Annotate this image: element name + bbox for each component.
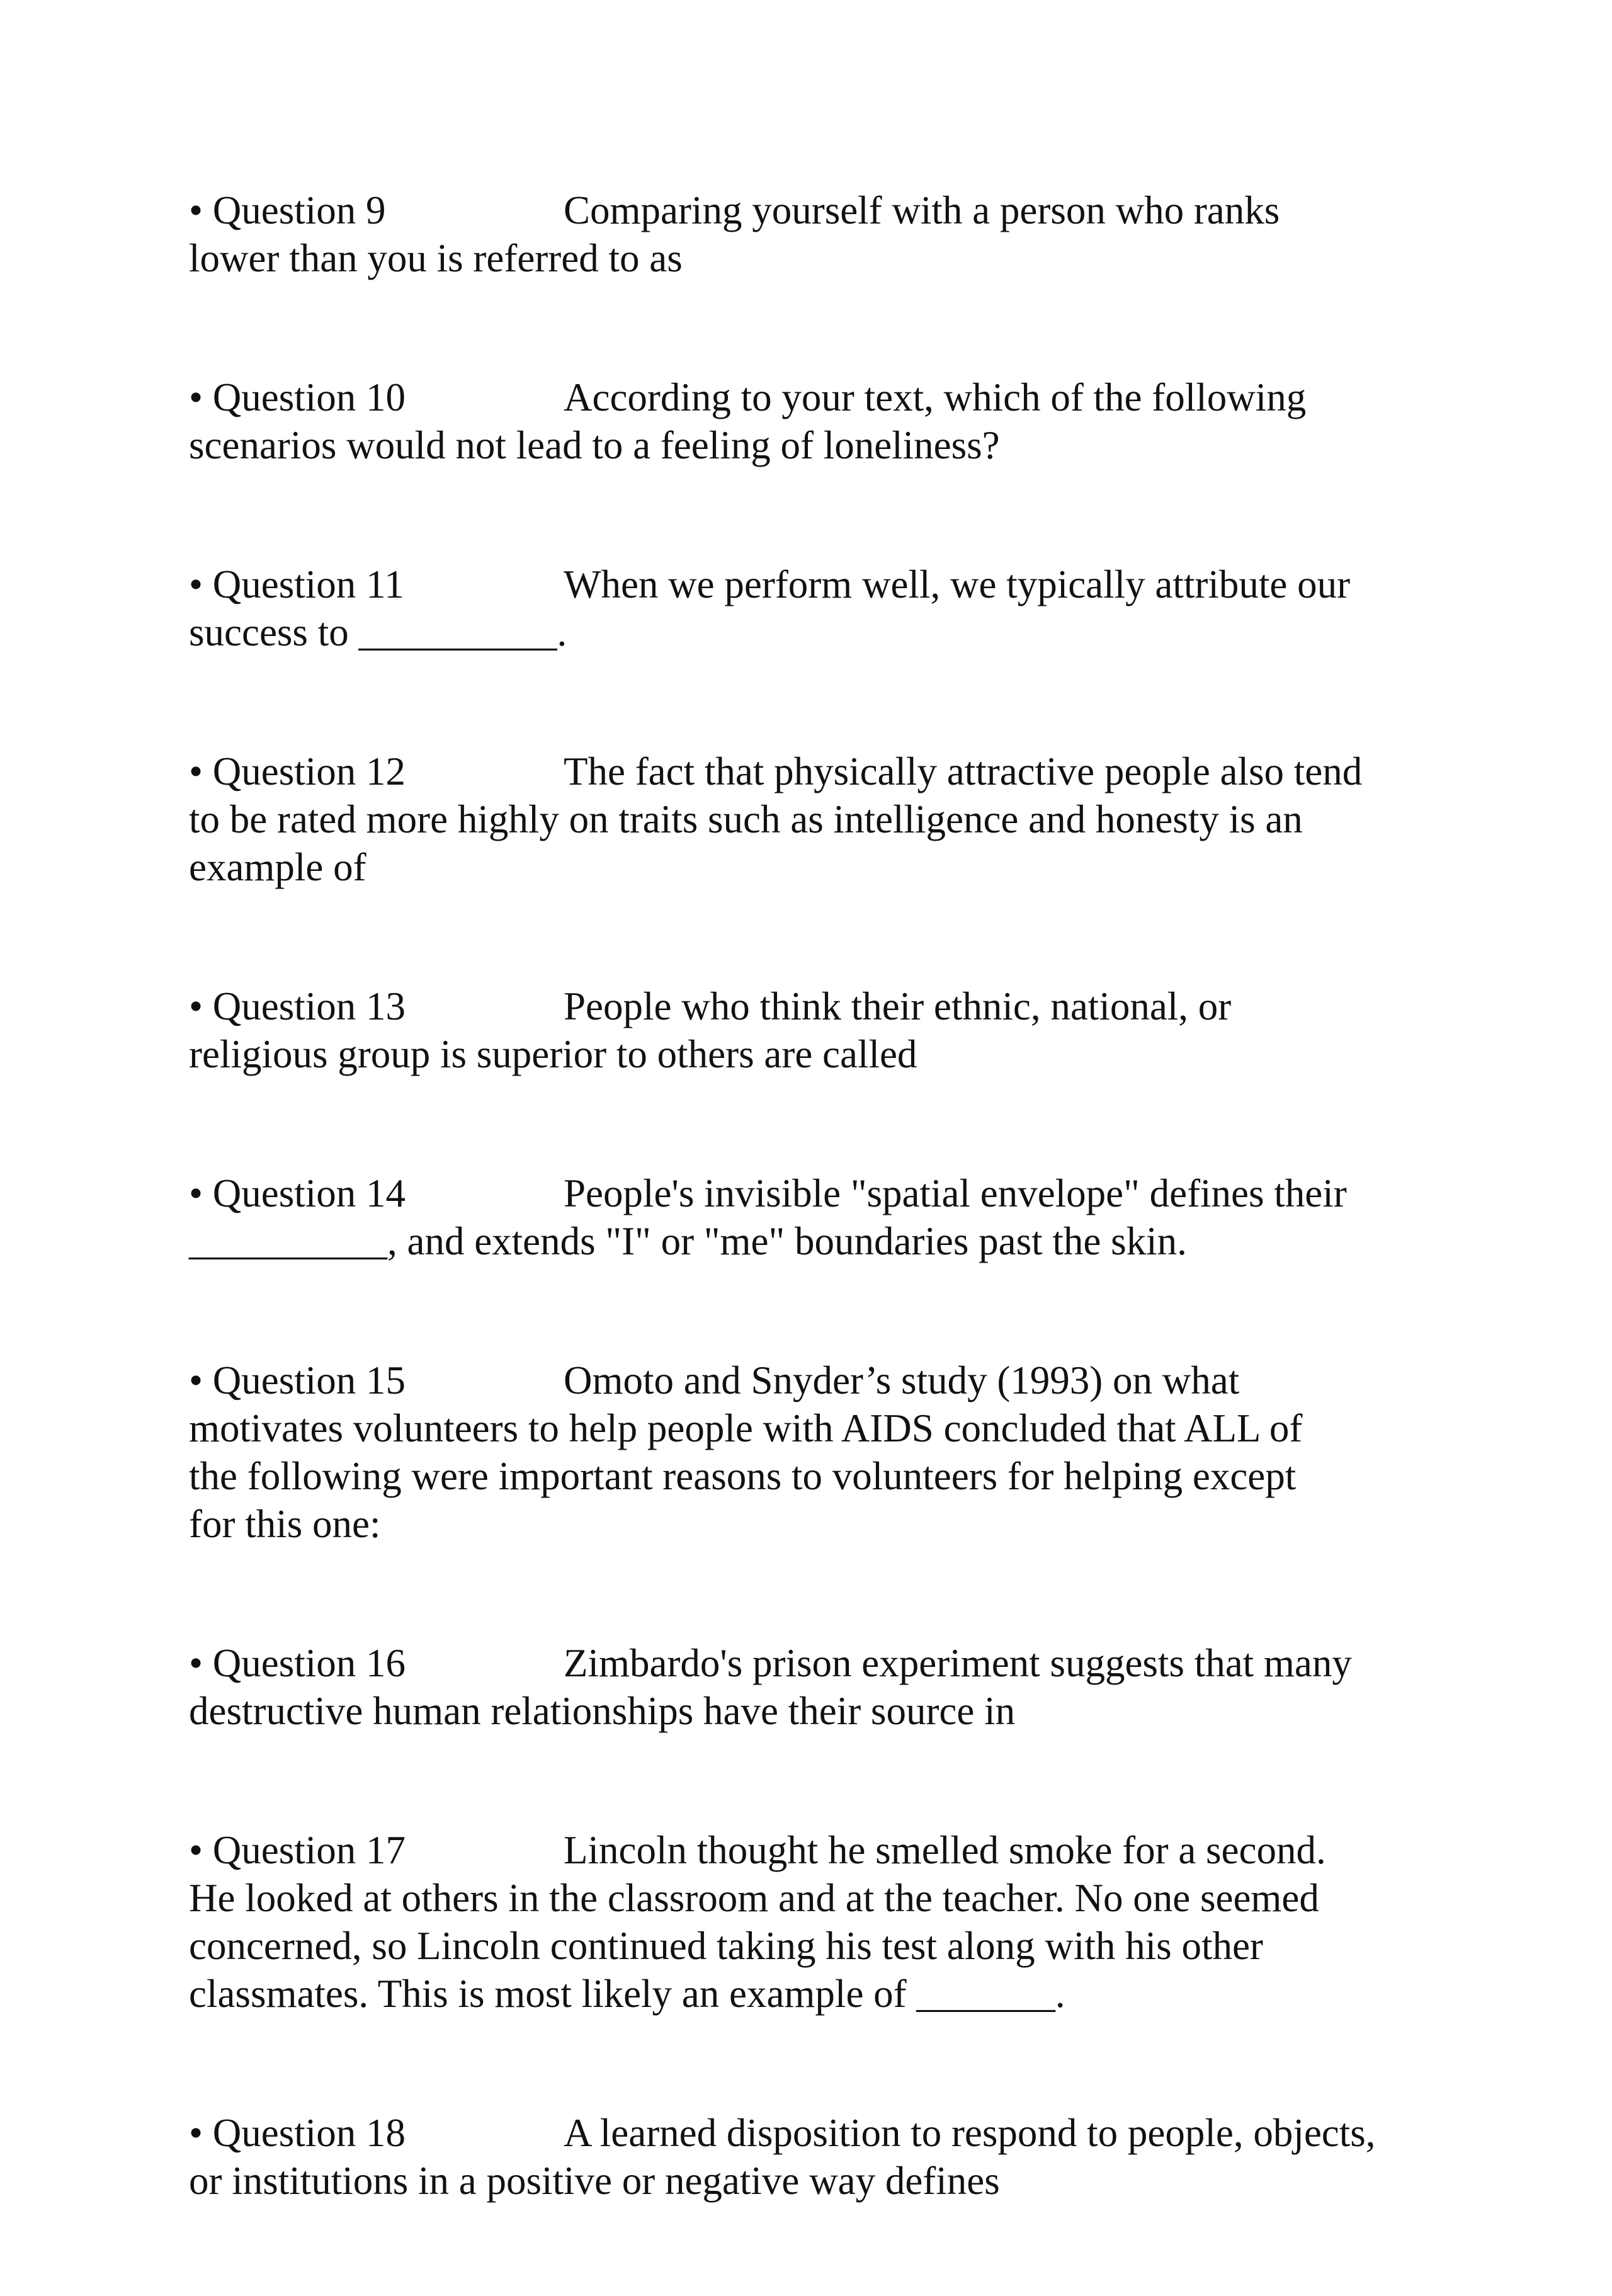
question-number: • Question 18	[189, 2111, 406, 2155]
question-number: • Question 12	[189, 749, 406, 793]
question-item	[189, 1356, 1436, 1548]
question-number: • Question 17	[189, 1828, 406, 1872]
question-number: • Question 9	[189, 188, 386, 232]
question-header	[189, 186, 1436, 234]
question-text-continuation: He looked at others in the classroom and at the teacher. No one seemed concerned, so Lincoln continued taking his test along with his other classmates. This is most likely an example of _______.	[189, 1876, 1319, 2016]
question-text-first-line: People who think their ethnic, national, or	[564, 984, 1232, 1028]
question-number: • Question 16	[189, 1641, 406, 1685]
question-header	[189, 747, 1436, 795]
question-text-first-line: People's invisible "spatial envelope" defines their	[564, 1171, 1347, 1215]
question-text-first-line: When we perform well, we typically attribute our	[564, 562, 1351, 606]
question-text-continuation: lower than you is referred to as	[189, 236, 683, 280]
question-item	[189, 186, 1436, 282]
question-text-first-line: Zimbardo's prison experiment suggests that many	[564, 1641, 1352, 1685]
question-text-continuation: __________, and extends "I" or "me" boundaries past the skin.	[189, 1219, 1187, 1263]
question-header	[189, 982, 1436, 1030]
question-text-first-line: Lincoln thought he smelled smoke for a second.	[564, 1828, 1326, 1872]
question-text-first-line: According to your text, which of the following	[564, 375, 1307, 419]
question-header	[189, 1169, 1436, 1217]
question-header	[189, 560, 1436, 608]
question-text-first-line: Comparing yourself with a person who ranks	[564, 188, 1280, 232]
question-item	[189, 1639, 1436, 1735]
question-header	[189, 1639, 1436, 1687]
question-number: • Question 14	[189, 1171, 406, 1215]
question-text-continuation: religious group is superior to others are called	[189, 1032, 917, 1076]
question-item	[189, 982, 1436, 1078]
question-text-continuation: destructive human relationships have their source in	[189, 1689, 1016, 1733]
question-document	[189, 186, 1436, 2296]
question-number: • Question 10	[189, 375, 406, 419]
question-header	[189, 1356, 1436, 1404]
question-number: • Question 15	[189, 1358, 406, 1402]
question-header	[189, 1826, 1436, 1874]
question-number: • Question 11	[189, 562, 404, 606]
question-text-continuation: or institutions in a positive or negative way defines	[189, 2159, 1000, 2203]
question-item	[189, 1169, 1436, 1265]
question-item	[189, 2109, 1436, 2205]
question-text-first-line: A learned disposition to respond to people, objects,	[564, 2111, 1376, 2155]
question-header	[189, 2109, 1436, 2157]
question-text-continuation: to be rated more highly on traits such as intelligence and honesty is an example of	[189, 797, 1303, 889]
question-text-continuation: scenarios would not lead to a feeling of loneliness?	[189, 423, 1000, 467]
question-text-continuation: motivates volunteers to help people with AIDS concluded that ALL of the following were important reasons to volunteers for helping except for this one:	[189, 1406, 1303, 1546]
question-item	[189, 560, 1436, 656]
question-text-first-line: Omoto and Snyder’s study (1993) on what	[564, 1358, 1240, 1402]
question-text-continuation: success to __________.	[189, 610, 567, 654]
question-header	[189, 373, 1436, 421]
question-number: • Question 13	[189, 984, 406, 1028]
question-item	[189, 373, 1436, 469]
question-item	[189, 747, 1436, 891]
question-text-first-line: The fact that physically attractive people also tend	[564, 749, 1363, 793]
question-item	[189, 1826, 1436, 2018]
